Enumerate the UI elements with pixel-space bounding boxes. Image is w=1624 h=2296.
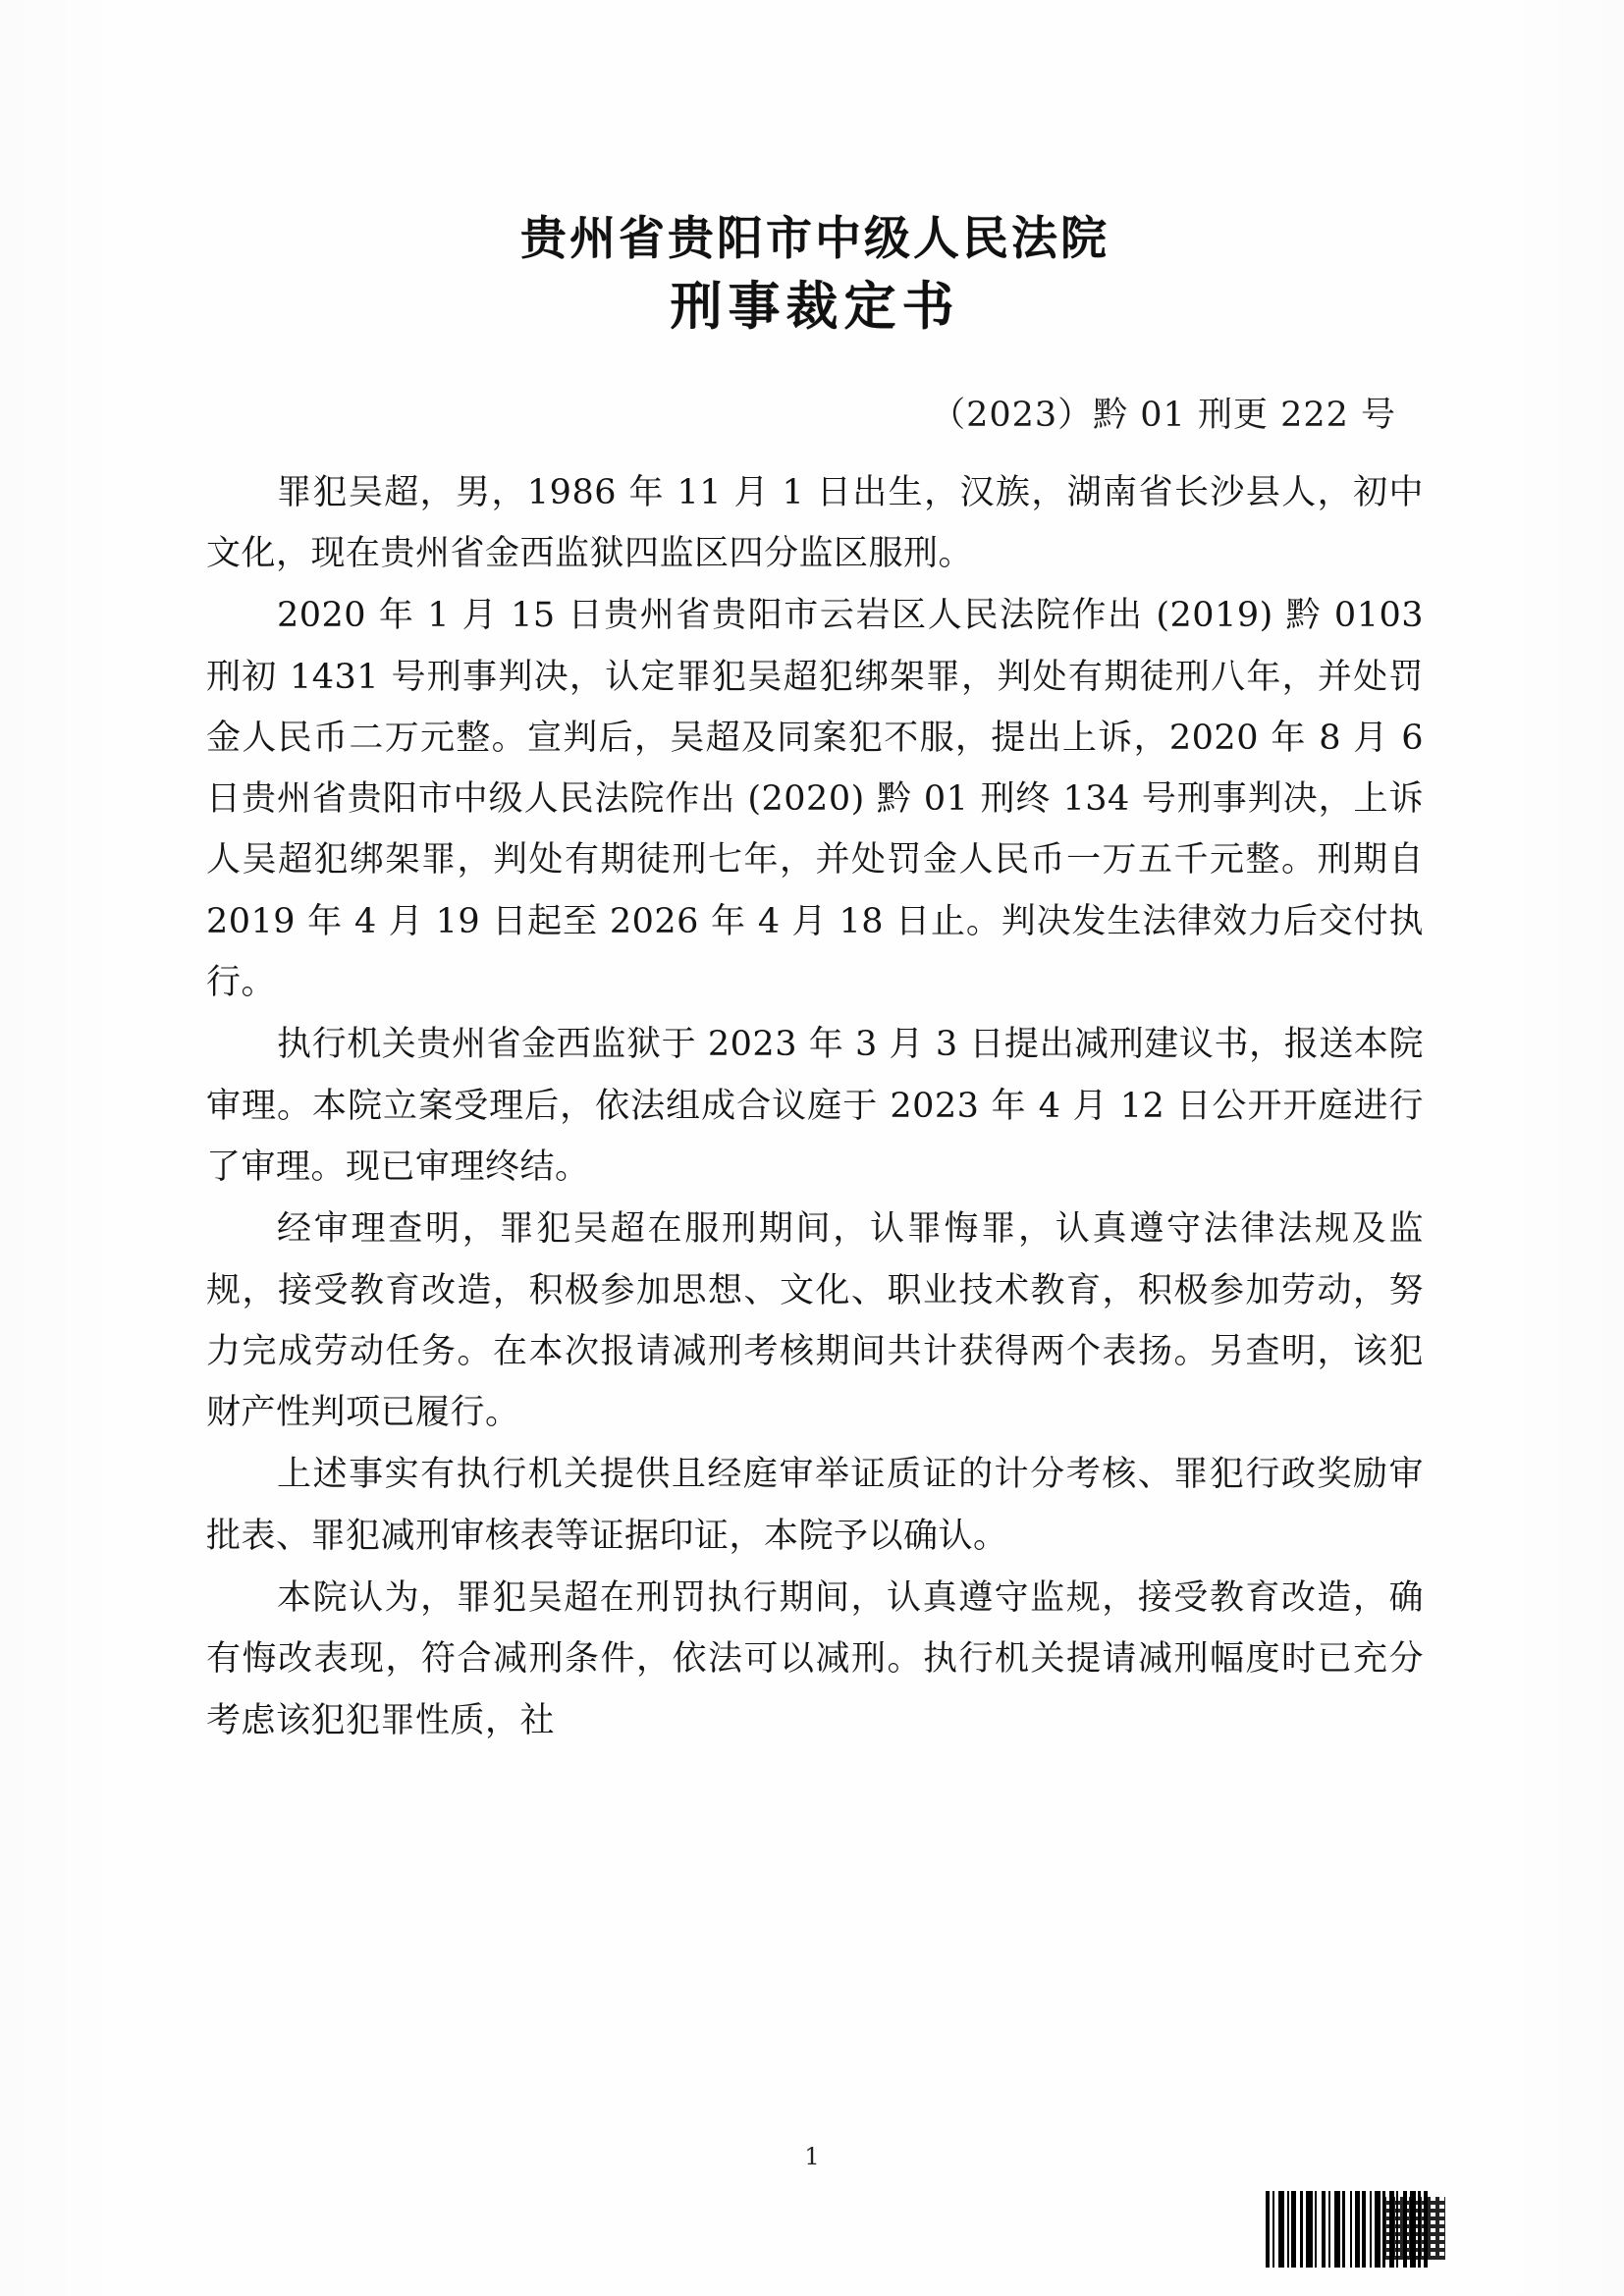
court-name: 贵州省贵阳市中级人民法院 <box>520 212 1110 266</box>
barcode <box>1266 2191 1496 2268</box>
paragraph-court-opinion: 本院认为，罪犯吴超在刑罚执行期间，认真遵守监规，接受教育改造，确有悔改表现，符合减刑条件，依法可以减刑。执行机关提请减刑幅度时已充分考虑该犯犯罪性质，社 <box>206 1577 1424 1740</box>
paragraph-findings: 经审理查明，罪犯吴超在服刑期间，认罪悔罪，认真遵守法律法规及监规，接受教育改造，积极参加思想、文化、职业技术教育，积极参加劳动，努力完成劳动任务。在本次报请减刑考核期间共计获得两个表扬。另查明，该犯财产性判项已履行。 <box>206 1209 1424 1433</box>
page-number: 1 <box>804 2143 820 2170</box>
document-content <box>206 0 1424 1752</box>
paragraph-defendant-info: 罪犯吴超，男，1986 年 11 月 1 日出生，汉族，湖南省长沙县人，初中文化，现在贵州省金西监狱四监区四分监区服刑。 <box>206 472 1424 573</box>
paragraph-proceedings: 执行机关贵州省金西监狱于 2023 年 3 月 3 日提出减刑建议书，报送本院审理。本院立案受理后，依法组成合议庭于 2023 年 4 月 12 日公开开庭进行了审理。现已审理终结。 <box>206 1025 1424 1187</box>
case-number: （2023）黔 01 刑更 222 号 <box>931 395 1396 435</box>
document-type-title: 刑事裁定书 <box>670 275 960 337</box>
document-body <box>206 462 1424 1751</box>
paragraph-evidence: 上述事实有执行机关提供且经庭审举证质证的计分考核、罪犯行政奖励审批表、罪犯减刑审核表等证据印证，本院予以确认。 <box>206 1455 1424 1556</box>
document-header <box>206 0 1424 341</box>
qr-code <box>1382 2197 1445 2260</box>
paragraph-original-judgment: 2020 年 1 月 15 日贵州省贵阳市云岩区人民法院作出 (2019) 黔 0103 刑初 1431 号刑事判决，认定罪犯吴超犯绑架罪，判处有期徒刑八年，并处罚金人民币二万元整。宣判后，吴超及同案犯不服，提出上诉，2020 年 8 月 6 日贵州省贵阳市中级人民法院作出 (2020) 黔 01 刑终 134 号刑事判决，上诉人吴超犯绑架罪，判处有期徒刑七年，并处罚金人民币一万五千元整。刑期自 2019 年 4 月 19 日起至 2026 年 4 月 18 日止。判决发生法律效力后交付执行。 <box>206 596 1424 1003</box>
